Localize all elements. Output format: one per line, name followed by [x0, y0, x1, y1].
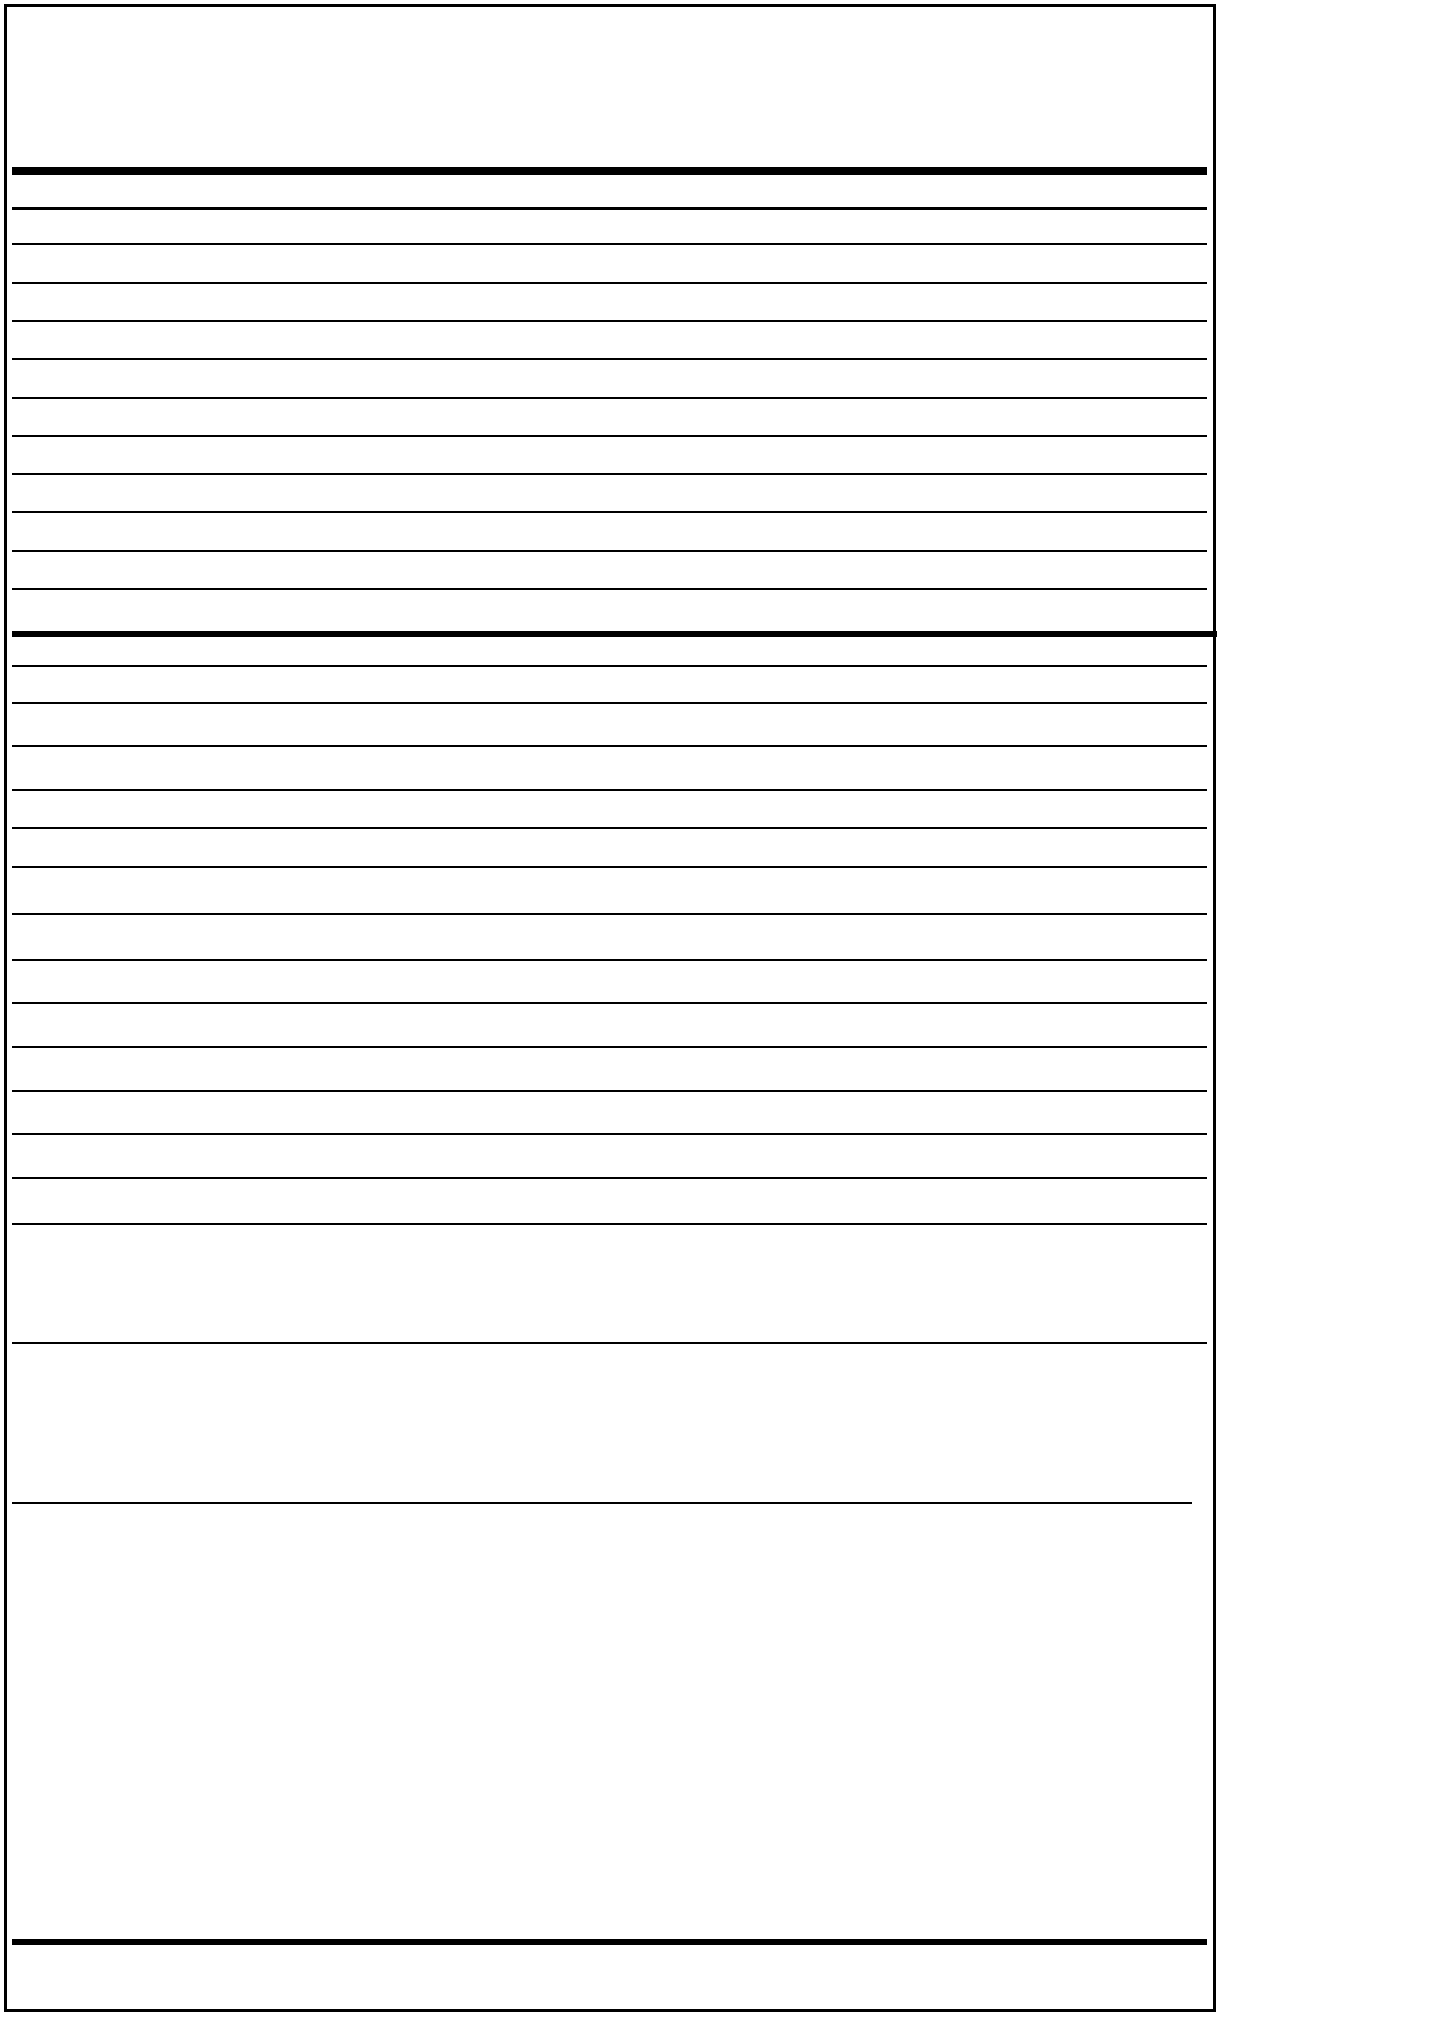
- table-row: [7, 399, 1207, 437]
- table-row: [7, 1048, 1207, 1092]
- table-row: [7, 868, 1207, 915]
- table-row: [7, 322, 1207, 360]
- table-row: [7, 829, 1207, 868]
- table-row: [7, 633, 1207, 667]
- table-row: [7, 667, 1207, 704]
- table-row: [7, 1092, 1207, 1135]
- table-row: [7, 704, 1207, 747]
- table-row: [7, 245, 1207, 284]
- table-row: [7, 961, 1207, 1004]
- table-row: [7, 1179, 1207, 1225]
- table-row: [7, 437, 1207, 475]
- thick-rule-bottom: [12, 1939, 1207, 1945]
- supplement-facts-panel: [4, 4, 1216, 2012]
- table-row: [7, 360, 1207, 399]
- probiotic-detail-rule: [12, 1342, 1207, 1344]
- header-rule: [12, 207, 1207, 210]
- table-row: [7, 211, 1207, 245]
- table-row: [7, 747, 1207, 791]
- table-row: [7, 590, 1207, 629]
- table-row: [7, 552, 1207, 590]
- enzyme-detail-rule: [12, 1502, 1192, 1504]
- thick-rule-top: [12, 167, 1207, 175]
- table-row: [7, 284, 1207, 322]
- row-divider: [12, 1223, 1207, 1225]
- table-row: [7, 1004, 1207, 1048]
- table-row: [7, 475, 1207, 513]
- table-row: [7, 513, 1207, 552]
- table-row: [7, 1135, 1207, 1179]
- table-row: [7, 915, 1207, 961]
- table-row: [7, 791, 1207, 829]
